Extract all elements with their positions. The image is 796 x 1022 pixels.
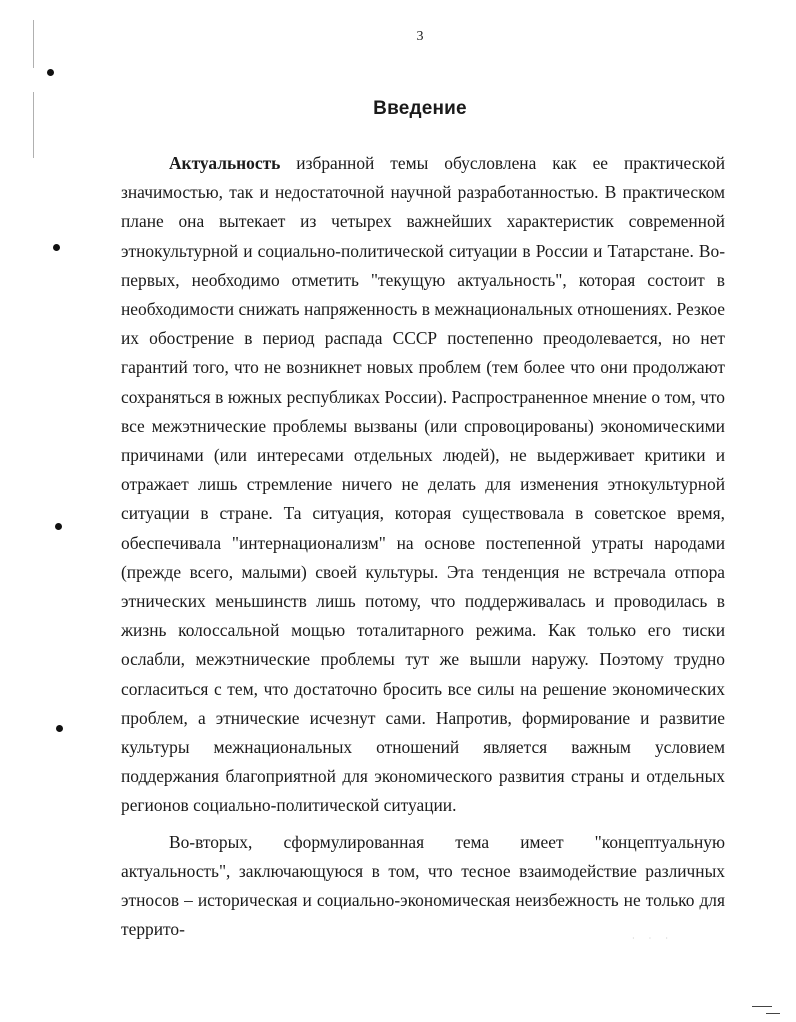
corner-mark	[766, 1013, 780, 1014]
scan-noise: · · ·	[632, 934, 674, 943]
paragraph	[121, 828, 725, 945]
page-title: Введение	[373, 98, 467, 119]
punch-mark	[53, 244, 60, 251]
paragraph-lead: Актуальность	[169, 153, 281, 173]
paragraph	[121, 149, 725, 821]
punch-mark	[47, 69, 54, 76]
punch-mark	[55, 523, 62, 530]
punch-mark	[56, 725, 63, 732]
page-number: 3	[416, 29, 424, 44]
paragraph-text: Во-вторых, сформулированная тема имеет "концептуальную актуальность", заключающуюся в том, что тесное взаимодействие различных этносов – историческая и социально-экономическая неизбежность не только для террито-	[121, 831, 725, 940]
paragraph-text: избранной темы обусловлена как ее практической значимостью, так и недостаточной научной разработанностью. В практическом плане она вытекает из четырех важнейших характеристик современной этнокультурной и социально-политической ситуации в России и Татарстане. Во-первых, необходимо отметить "текущую актуальность", которая состоит в необходимости снижать напряженность в межнациональных отношениях. Резкое их обострение в период распада СССР постепенно преодолевается, но нет гарантий того, что не возникнет новых проблем (тем более что они продолжают сохраняться в южных республиках России). Распространенное мнение о том, что все межэтнические проблемы вызваны (или спровоцированы) экономическими причинами (или интересами отдельных людей), не выдерживает критики и отражает лишь стремление ничего не делать для изменения этнокультурной ситуации в стране. Та ситуация, которая существовала в советское время, обеспечивала "интернационализм" на основе постепенной утраты народами (прежде всего, малыми) своей культуры. Эта тенденция не встречала отпора этнических меньшинств лишь потому, что поддерживалась и проводилась в жизнь колоссальной мощью тоталитарного режима. Как только его тиски ослабли, межэтнические проблемы тут же вышли наружу. Поэтому трудно согласиться с тем, что достаточно бросить все силы на решение экономических проблем, а этнические исчезнут сами. Напротив, формирование и развитие культуры межнациональных отношений является важным условием поддержания благоприятной для экономического развития страны и отдельных регионов социально-политической ситуации.	[121, 153, 725, 816]
corner-mark	[752, 1006, 772, 1007]
document-body	[121, 149, 725, 944]
